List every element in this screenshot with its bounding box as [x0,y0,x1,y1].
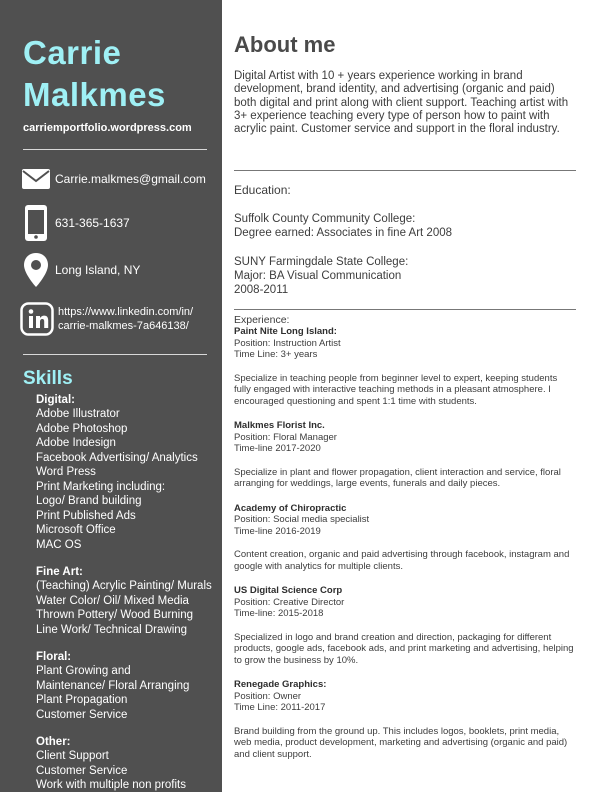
skill-item: Plant Growing and [36,665,131,677]
job-time: Time Line: 2011-2017 [234,702,326,713]
skill-item: Customer Service [36,708,128,721]
linkedin-url-line2: carrie-malkmes-7a646138/ [58,320,189,332]
mail-icon [20,166,52,192]
job-description: Brand building from the ground up. This includes logos, booklets, print media, web media, product development, marketing and advertising (organic and paid) and client support. [234,725,568,760]
linkedin-text [58,305,193,333]
sidebar [0,0,222,792]
job-entry [234,420,576,490]
job-description: Specialize in plant and flower propagation, client interaction and service, floral arranging for weddings, large events, funerals and daily pieces. [234,466,561,489]
skill-item: Water Color/ Oil/ Mixed Media [36,594,189,607]
skill-item: Facebook Advertising/ Analytics [36,451,198,464]
section-divider [234,170,576,171]
school-degree: Degree earned: Associates in fine Art 2008 [234,227,453,239]
job-position: Position: Social media specialist [234,514,370,525]
job-position: Position: Instruction Artist [234,337,341,349]
skill-item: Word Press [36,466,96,478]
skill-item: (Teaching) Acrylic Painting/ Murals [36,580,212,592]
skill-group-digital [36,393,218,552]
skill-item: MAC OS [36,538,82,551]
skill-item: Plant Propagation [36,694,128,706]
job-description: Specialized in logo and brand creation and direction, packaging for different products, google ads, facebook ads, and print marketing and advertising, helping to grow the business by 10%. [234,631,574,666]
skill-group-heading: Fine Art: [36,566,83,578]
sidebar-divider [23,149,207,150]
job-company: Paint Nite Long Island: [234,326,337,337]
skills-title: Skills [23,368,73,389]
portfolio-link[interactable]: carriemportfolio.wordpress.com [23,122,192,134]
contact-phone[interactable] [20,204,130,242]
job-time: Time Line: 3+ years [234,349,318,360]
about-text: Digital Artist with 10 + years experience working in brand development, brand identity, and advertising (organic and paid) both digital and print along with client support. Teaching artist with 3+ experience teaching every type of person how to paint with acrylic paint. Customer service and support in the floral industry. [234,70,569,136]
skill-item: Logo/ Brand building [36,495,142,507]
experience-list [234,326,576,773]
job-description: Content creation, organic and paid advertising through facebook, instagram and google with analytics for multiple clients. [234,549,570,572]
sidebar-divider [23,354,207,355]
candidate-name: Carrie Malkmes [23,34,166,113]
skill-group-floral [36,650,218,722]
skill-group-other [36,735,218,792]
skill-group-heading: Digital: [36,394,75,406]
skill-item: Adobe Indesign [36,437,116,449]
job-company: Renegade Graphics: [234,679,327,690]
skill-item: Microsoft Office [36,524,116,536]
school-name: SUNY Farmingdale State College: [234,256,409,268]
skill-group-heading: Other: [36,736,71,748]
skill-item: Print Marketing including: [36,480,166,493]
about-title: About me [234,32,336,57]
job-entry [234,503,576,573]
job-time: Time-line 2016-2019 [234,525,321,537]
job-description: Specialize in teaching people from beginner level to expert, keeping students fully engaged with interactive teaching methods in a pleasant atmosphere. I encouraged questioning and spent 1:1 time with students. [234,372,558,407]
job-position: Position: Creative Director [234,596,345,608]
school-years: 2008-2011 [234,284,289,296]
job-entry [234,585,576,666]
school-major: Major: BA Visual Communication [234,270,402,282]
job-company: Academy of Chiropractic [234,502,347,514]
skill-item: Adobe Photoshop [36,422,128,435]
education-title: Education: [234,183,291,197]
skill-item: Client Support [36,750,109,762]
linkedin-url-line1: https://www.linkedin.com/in/ [58,306,194,318]
skill-group-heading: Floral: [36,651,72,663]
skill-item: Thrown Pottery/ Wood Burning [36,609,194,621]
email-text: Carrie.malkmes@gmail.com [55,171,206,186]
job-entry [234,326,576,407]
school-name: Suffolk County Community College: [234,213,416,225]
skill-item: Print Published Ads [36,509,136,522]
job-company: US Digital Science Corp [234,585,343,596]
skill-item: Work with multiple non profits [36,779,186,791]
education-entry [234,255,576,297]
location-pin-icon [20,252,52,288]
phone-icon [20,204,52,242]
job-time: Time-line 2017-2020 [234,443,321,454]
job-company: Malkmes Florist Inc. [234,420,325,431]
phone-text: 631-365-1637 [55,215,130,230]
job-position: Position: Owner [234,690,302,702]
education-entry [234,212,576,240]
skill-item: Line Work/ Technical Drawing [36,623,188,636]
job-entry [234,679,576,760]
contact-linkedin[interactable] [20,302,193,336]
job-time: Time-line: 2015-2018 [234,608,324,619]
section-divider [234,309,576,310]
skill-item: Maintenance/ Floral Arranging [36,679,190,692]
contact-email[interactable] [20,166,206,192]
skill-item: Customer Service [36,764,128,777]
skills-list [36,393,218,792]
location-text: Long Island, NY [55,262,141,277]
skill-group-fine-art [36,565,218,637]
contact-location [20,252,140,288]
experience-title: Experience: [234,314,290,326]
linkedin-icon [20,302,54,336]
job-position: Position: Floral Manager [234,431,337,443]
skill-item: Adobe Illustrator [36,408,120,420]
